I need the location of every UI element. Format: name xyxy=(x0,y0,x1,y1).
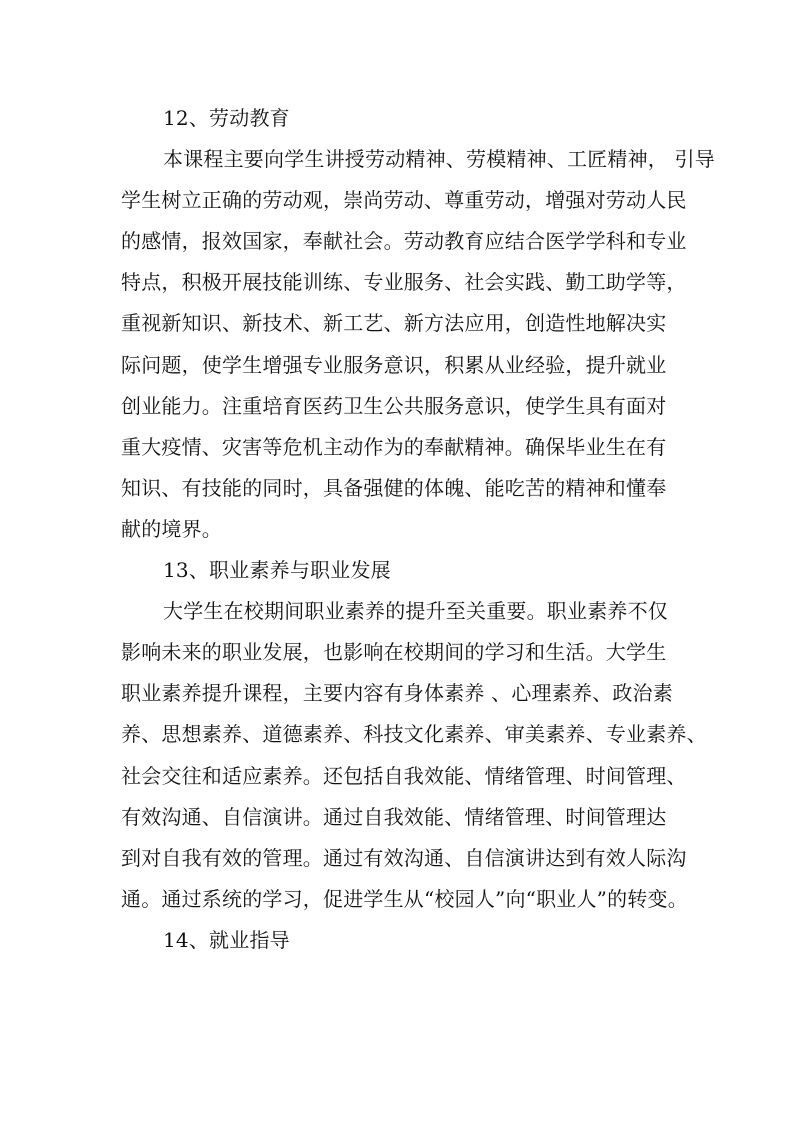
paragraph-line: 职业素养提升课程，主要内容有身体素养 、心理素养、政治素 xyxy=(121,681,673,706)
paragraph-line: 重视新知识、新技术、新工艺、新方法应用，创造性地解决实 xyxy=(121,311,667,336)
document-body xyxy=(121,98,715,961)
section-heading-labor-education: 12、劳动教育 xyxy=(163,106,290,130)
section-heading-employment-guidance: 14、就业指导 xyxy=(163,927,290,952)
paragraph-line: 重大疫情、灾害等危机主动作为的奉献精神。确保毕业生在有 xyxy=(121,434,667,459)
paragraph-line: 影响未来的职业发展，也影响在校期间的学习和生活。大学生 xyxy=(121,640,667,665)
paragraph-line: 大学生在校期间职业素养的提升至关重要。职业素养不仅 xyxy=(163,599,668,624)
paragraph-line: 通。通过系统的学习，促进学生从“校园人”向“职业人”的转变。 xyxy=(121,886,688,911)
paragraph-line: 际问题，使学生增强专业服务意识，积累从业经验，提升就业 xyxy=(121,352,667,377)
paragraph-line: 有效沟通、自信演讲。通过自我效能、情绪管理、时间管理达 xyxy=(121,804,667,829)
paragraph-line: 学生树立正确的劳动观，崇尚劳动、尊重劳动，增强对劳动人民 xyxy=(121,188,687,213)
paragraph-line: 养、思想素养、道德素养、科技文化素养、审美素养、专业素养、 xyxy=(121,722,707,747)
paragraph-line: 知识、有技能的同时，具备强健的体魄、能吃苦的精神和懂奉 xyxy=(121,475,667,500)
paragraph-line: 到对自我有效的管理。通过有效沟通、自信演讲达到有效人际沟 xyxy=(121,845,687,870)
paragraph-line: 特点，积极开展技能训练、专业服务、社会实践、勤工助学等， xyxy=(121,270,687,295)
paragraph-line: 本课程主要向学生讲授劳动精神、劳模精神、工匠精神， 引导 xyxy=(163,147,715,172)
paragraph-line: 的感情，报效国家，奉献社会。劳动教育应结合医学学科和专业 xyxy=(121,229,687,254)
section-heading-professional-quality: 13、职业素养与职业发展 xyxy=(163,558,391,583)
paragraph-line: 献的境界。 xyxy=(121,516,222,541)
paragraph-line: 创业能力。注重培育医药卫生公共服务意识，使学生具有面对 xyxy=(121,393,667,418)
paragraph-line: 社会交往和适应素养。还包括自我效能、情绪管理、时间管理、 xyxy=(121,763,687,788)
